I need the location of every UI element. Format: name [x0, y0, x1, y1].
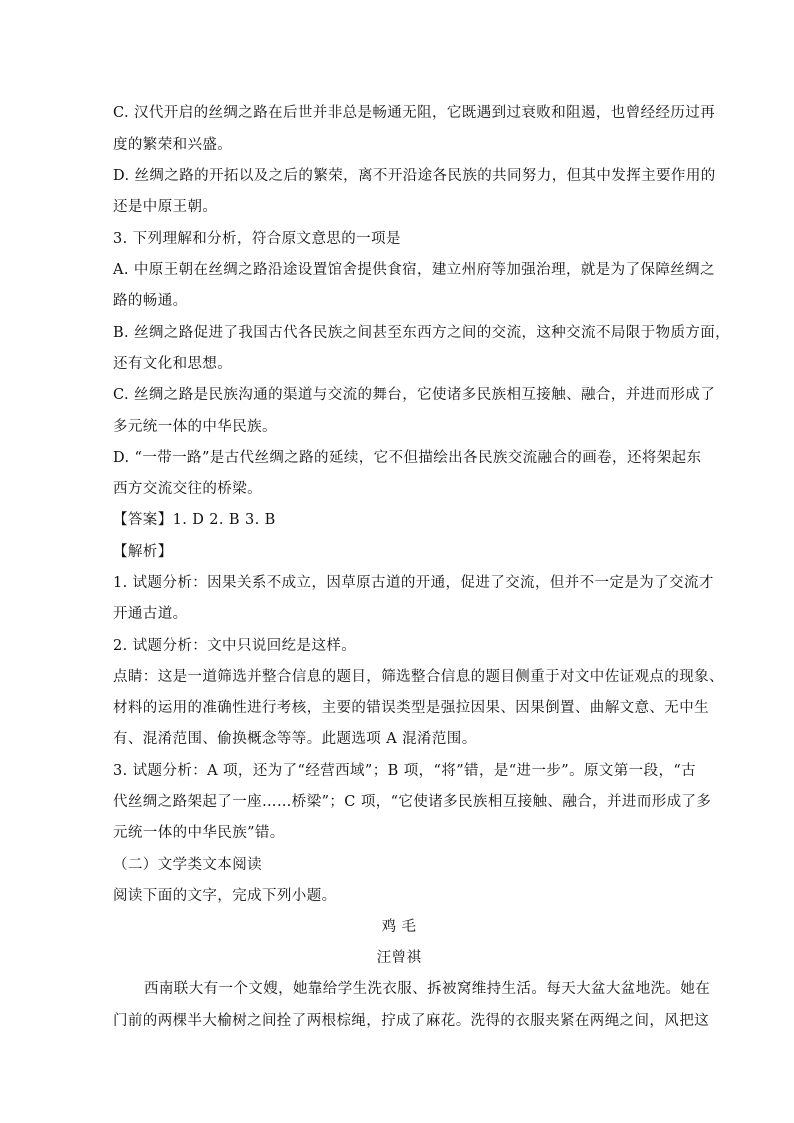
question-3-stem: 3. 下列理解和分析，符合原文意思的一项是: [113, 231, 401, 247]
analysis-3-line-3: 元统一体的中华民族”错。: [113, 825, 285, 841]
option-c-line-1: C. 汉代开启的丝绸之路在后世并非总是畅通无阻，它既遇到过衰败和阻遏，也曾经经历过再: [113, 105, 716, 121]
story-body-line-1: 西南联大有一个文嫂，她靠给学生洗衣服、拆被窝维持生活。每天大盆大盆地洗。她在: [144, 981, 711, 997]
story-author: 汪曾祺: [376, 950, 422, 966]
option-c-line-2: 度的繁荣和兴盛。: [113, 137, 233, 153]
option-d-line-1: D. 丝绸之路的开拓以及之后的繁荣，离不开沿途各民族的共同努力，但其中发挥主要作用的: [113, 168, 716, 184]
section-heading: （二）文学类文本阅读: [113, 857, 262, 873]
q3-option-a-line-1: A. 中原王朝在丝绸之路沿途设置馆舍提供食宿，建立州府等加强治理，就是为了保障丝绸之: [113, 262, 715, 278]
reading-instruction: 阅读下面的文字，完成下列小题。: [113, 888, 337, 904]
analysis-1-line-1: 1. 试题分析：因果关系不成立，因草原古道的开通，促进了交流，但并不一定是为了交流才: [113, 575, 714, 591]
q3-option-d-line-2: 西方交流交往的桥梁。: [113, 481, 262, 497]
analysis-1-line-2: 开通古道。: [113, 606, 188, 622]
tip-line-1: 点睛：这是一道筛选并整合信息的题目，筛选整合信息的题目侧重于对文中佐证观点的现象、: [113, 669, 724, 685]
answer-line: 【答案】1. D 2. B 3. B: [113, 512, 276, 528]
q3-option-a-line-2: 路的畅通。: [113, 293, 188, 309]
q3-option-c-line-2: 多元统一体的中华民族。: [113, 419, 277, 435]
analysis-heading: 【解析】: [113, 544, 173, 560]
tip-line-3: 有、混淆范围、偷换概念等等。此题选项 A 混淆范围。: [113, 731, 477, 747]
analysis-2-line: 2. 试题分析：文中只说回纥是这样。: [113, 638, 357, 654]
q3-option-b-line-2: 还有文化和思想。: [113, 356, 233, 372]
q3-option-c-line-1: C. 丝绸之路是民族沟通的渠道与交流的舞台，它使诸多民族相互接触、融合，并进而形成了: [113, 387, 716, 403]
story-title: 鸡 毛: [381, 919, 417, 935]
story-body-line-2: 门前的两棵半大榆树之间拴了两根棕绳，拧成了麻花。洗得的衣服夹紧在两绳之间，风把这: [113, 1013, 709, 1029]
tip-line-2: 材料的运用的准确性进行考核，主要的错误类型是强拉因果、因果倒置、曲解文意、无中生: [113, 700, 709, 716]
analysis-3-line-2: 代丝绸之路架起了一座……桥梁”；C 项，“它使诸多民族相互接触、融合，并进而形成了多: [113, 794, 712, 810]
q3-option-d-line-1: D. “一带一路”是古代丝绸之路的延续，它不但描绘出各民族交流融合的画卷，还将架起东: [113, 450, 702, 466]
option-d-line-2: 还是中原王朝。: [113, 199, 218, 215]
analysis-3-line-1: 3. 试题分析：A 项，还为了“经营西域”；B 项，“将”错，是“进一步”。原文第一段，“古: [113, 763, 697, 779]
q3-option-b-line-1: B. 丝绸之路促进了我国古代各民族之间甚至东西方之间的交流，这种交流不局限于物质方面，: [113, 325, 731, 341]
